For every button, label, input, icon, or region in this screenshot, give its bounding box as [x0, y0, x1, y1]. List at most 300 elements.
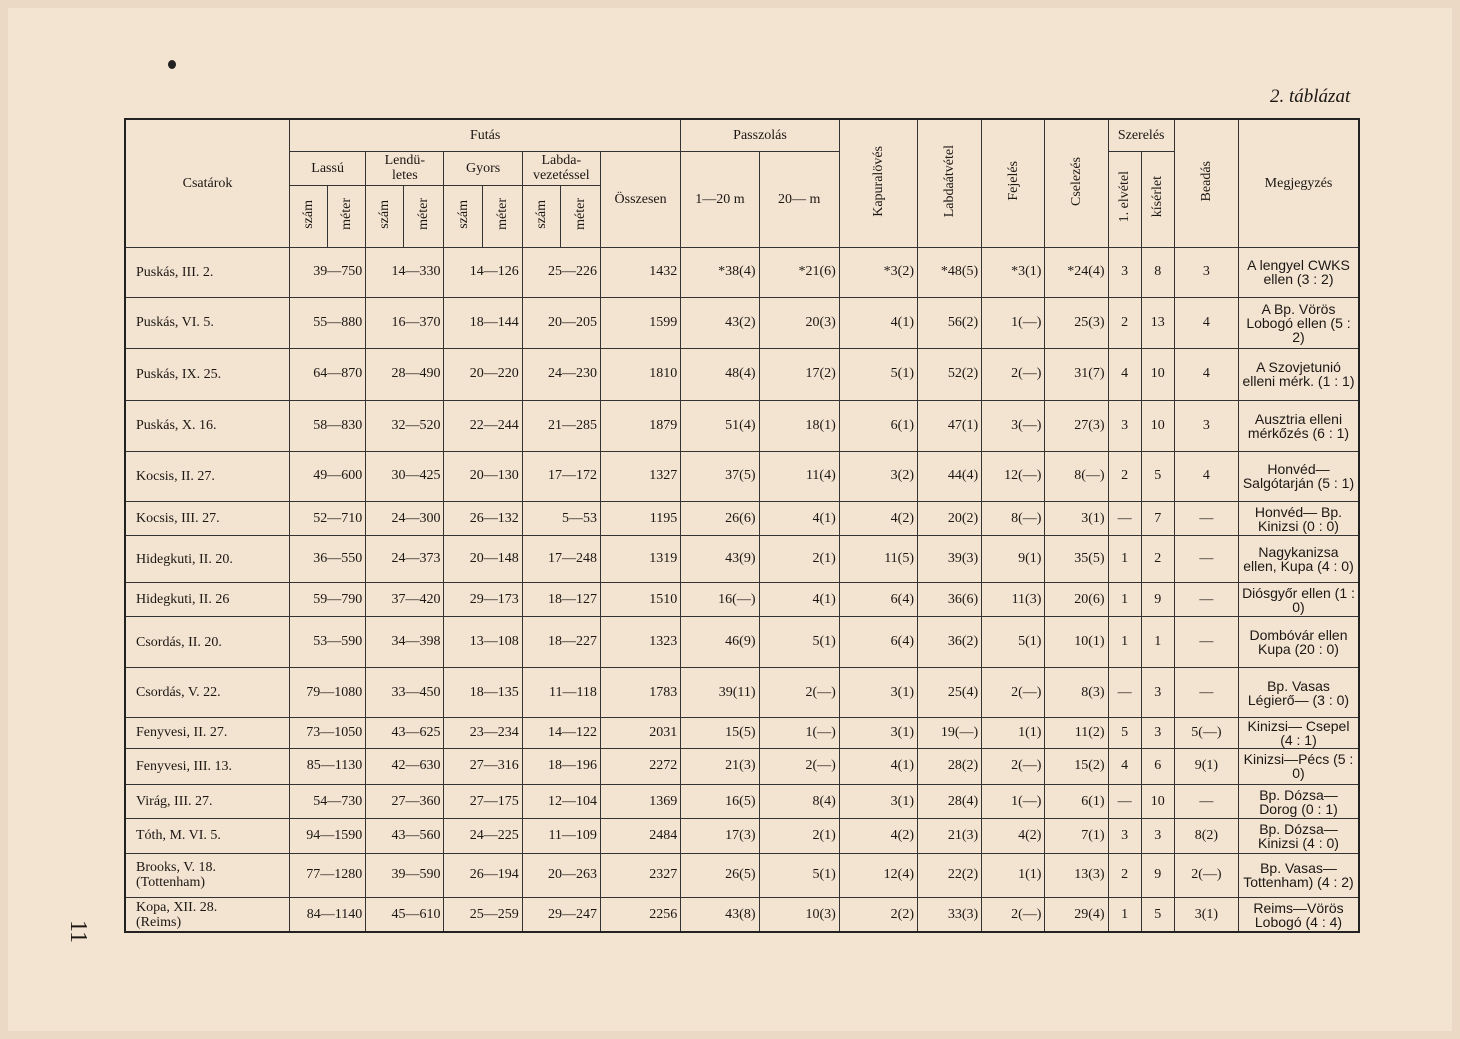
cell-osszesen: 1783 — [600, 667, 680, 718]
cell-labda: 20—205 — [522, 298, 600, 349]
header-meter: méter — [560, 185, 600, 247]
cell-p2: 5(1) — [759, 617, 839, 668]
cell-cselezes: 13(3) — [1045, 853, 1108, 897]
cell-p1: 51(4) — [681, 401, 759, 452]
table-row — [125, 819, 1359, 853]
cell-atvetel: 44(4) — [918, 451, 982, 502]
cell-osszesen: 2484 — [600, 819, 680, 853]
cell-labda: 11—109 — [522, 819, 600, 853]
cell-p2: 11(4) — [759, 451, 839, 502]
cell-p2: 18(1) — [759, 401, 839, 452]
cell-fejeles: 1(—) — [982, 298, 1045, 349]
cell-lassu: 55—880 — [290, 298, 366, 349]
header-szam: szám — [290, 185, 328, 247]
cell-fejeles: 11(3) — [982, 582, 1045, 616]
table-row — [125, 348, 1359, 401]
cell-osszesen: 2256 — [600, 898, 680, 932]
cell-gyors: 22—244 — [444, 401, 522, 452]
cell-note: A lengyel CWKS ellen (3 : 2) — [1238, 247, 1359, 298]
cell-p1: 16(5) — [681, 784, 759, 818]
cell-kiserlet: 3 — [1141, 718, 1174, 748]
cell-labda: 18—127 — [522, 582, 600, 616]
header-labdavezetes: Labda- vezetéssel — [522, 151, 600, 185]
cell-p1: 17(3) — [681, 819, 759, 853]
cell-elvetel: 1 — [1108, 536, 1141, 582]
table-row — [125, 617, 1359, 668]
cell-fejeles: *3(1) — [982, 247, 1045, 298]
cell-beadas: 5(—) — [1174, 718, 1238, 748]
cell-kapura: 3(1) — [839, 718, 917, 748]
cell-kapura: 4(2) — [839, 819, 917, 853]
cell-kiserlet: 3 — [1141, 819, 1174, 853]
cell-kiserlet: 13 — [1141, 298, 1174, 349]
cell-p1: 43(9) — [681, 536, 759, 582]
cell-p1: 43(8) — [681, 898, 759, 932]
cell-name: Fenyvesi, III. 13. — [125, 748, 290, 784]
cell-beadas: — — [1174, 617, 1238, 668]
cell-labda: 17—172 — [522, 451, 600, 502]
cell-note: Bp. Dózsa— Kinizsi (4 : 0) — [1238, 819, 1359, 853]
cell-name: Kocsis, III. 27. — [125, 502, 290, 536]
cell-labda: 18—227 — [522, 617, 600, 668]
cell-p2: 2(1) — [759, 536, 839, 582]
cell-p2: 2(—) — [759, 748, 839, 784]
table-row — [125, 536, 1359, 582]
cell-elvetel: 3 — [1108, 401, 1141, 452]
cell-beadas: — — [1174, 536, 1238, 582]
cell-note: Bp. Dózsa— Dorog (0 : 1) — [1238, 784, 1359, 818]
cell-cselezes: 25(3) — [1045, 298, 1108, 349]
cell-cselezes: 20(6) — [1045, 582, 1108, 616]
cell-elvetel: 5 — [1108, 718, 1141, 748]
cell-atvetel: 52(2) — [918, 348, 982, 401]
cell-fejeles: 9(1) — [982, 536, 1045, 582]
cell-name: Csordás, V. 22. — [125, 667, 290, 718]
cell-kapura: 3(1) — [839, 667, 917, 718]
cell-labda: 25—226 — [522, 247, 600, 298]
cell-note: Bp. Vasas Légierő— (3 : 0) — [1238, 667, 1359, 718]
cell-beadas: 4 — [1174, 348, 1238, 401]
cell-cselezes: 27(3) — [1045, 401, 1108, 452]
cell-fejeles: 5(1) — [982, 617, 1045, 668]
cell-p2: 5(1) — [759, 853, 839, 897]
cell-labda: 18—196 — [522, 748, 600, 784]
cell-lendulete: 37—420 — [366, 582, 444, 616]
table-row — [125, 401, 1359, 452]
cell-atvetel: 33(3) — [918, 898, 982, 932]
cell-atvetel: 36(2) — [918, 617, 982, 668]
cell-lassu: 54—730 — [290, 784, 366, 818]
cell-kapura: 3(1) — [839, 784, 917, 818]
header-meter: méter — [482, 185, 522, 247]
cell-gyors: 26—132 — [444, 502, 522, 536]
header-osszesen: Összesen — [600, 151, 680, 247]
header-lassu: Lassú — [290, 151, 366, 185]
table-row — [125, 451, 1359, 502]
cell-labda: 21—285 — [522, 401, 600, 452]
cell-p2: 10(3) — [759, 898, 839, 932]
table-body — [125, 247, 1359, 932]
cell-elvetel: — — [1108, 502, 1141, 536]
cell-cselezes: 31(7) — [1045, 348, 1108, 401]
cell-gyors: 20—220 — [444, 348, 522, 401]
cell-cselezes: 11(2) — [1045, 718, 1108, 748]
cell-cselezes: 29(4) — [1045, 898, 1108, 932]
header-elvetel: 1. elvétel — [1108, 151, 1141, 247]
cell-p2: 8(4) — [759, 784, 839, 818]
cell-beadas: 3 — [1174, 401, 1238, 452]
cell-cselezes: 8(—) — [1045, 451, 1108, 502]
cell-note: A Bp. Vörös Lobogó ellen (5 : 2) — [1238, 298, 1359, 349]
cell-name: Hidegkuti, II. 20. — [125, 536, 290, 582]
cell-p1: *38(4) — [681, 247, 759, 298]
cell-atvetel: 25(4) — [918, 667, 982, 718]
header-meter: méter — [404, 185, 444, 247]
cell-gyors: 23—234 — [444, 718, 522, 748]
table-row — [125, 247, 1359, 298]
cell-lendulete: 34—398 — [366, 617, 444, 668]
cell-fejeles: 12(—) — [982, 451, 1045, 502]
cell-p2: 2(1) — [759, 819, 839, 853]
cell-name: Virág, III. 27. — [125, 784, 290, 818]
cell-p1: 46(9) — [681, 617, 759, 668]
header-kapuralovs: Kapuralövés — [839, 119, 917, 247]
cell-p1: 43(2) — [681, 298, 759, 349]
header-szam: szám — [444, 185, 482, 247]
cell-p2: 17(2) — [759, 348, 839, 401]
cell-lendulete: 32—520 — [366, 401, 444, 452]
cell-lassu: 53—590 — [290, 617, 366, 668]
header-meter: méter — [328, 185, 366, 247]
cell-kiserlet: 10 — [1141, 401, 1174, 452]
cell-kiserlet: 6 — [1141, 748, 1174, 784]
cell-kiserlet: 10 — [1141, 348, 1174, 401]
cell-labda: 29—247 — [522, 898, 600, 932]
cell-gyors: 29—173 — [444, 582, 522, 616]
cell-gyors: 20—148 — [444, 536, 522, 582]
header-kiserlet: kísérlet — [1141, 151, 1174, 247]
cell-lendulete: 33—450 — [366, 667, 444, 718]
cell-kiserlet: 1 — [1141, 617, 1174, 668]
cell-lassu: 73—1050 — [290, 718, 366, 748]
cell-kapura: 6(4) — [839, 582, 917, 616]
cell-atvetel: 36(6) — [918, 582, 982, 616]
cell-p2: 4(1) — [759, 502, 839, 536]
cell-beadas: 3 — [1174, 247, 1238, 298]
cell-lassu: 85—1130 — [290, 748, 366, 784]
cell-osszesen: 1195 — [600, 502, 680, 536]
cell-lendulete: 39—590 — [366, 853, 444, 897]
cell-beadas: 4 — [1174, 451, 1238, 502]
cell-osszesen: 2031 — [600, 718, 680, 748]
cell-elvetel: 3 — [1108, 247, 1141, 298]
cell-elvetel: 2 — [1108, 853, 1141, 897]
table-row — [125, 784, 1359, 818]
cell-name: Csordás, II. 20. — [125, 617, 290, 668]
cell-osszesen: 2327 — [600, 853, 680, 897]
cell-beadas: — — [1174, 502, 1238, 536]
cell-labda: 11—118 — [522, 667, 600, 718]
cell-kapura: 6(4) — [839, 617, 917, 668]
cell-atvetel: 47(1) — [918, 401, 982, 452]
cell-kiserlet: 9 — [1141, 853, 1174, 897]
cell-gyors: 26—194 — [444, 853, 522, 897]
cell-note: Reims—Vörös Lobogó (4 : 4) — [1238, 898, 1359, 932]
cell-lassu: 64—870 — [290, 348, 366, 401]
cell-labda: 12—104 — [522, 784, 600, 818]
cell-fejeles: 3(—) — [982, 401, 1045, 452]
cell-p1: 15(5) — [681, 718, 759, 748]
cell-lendulete: 24—373 — [366, 536, 444, 582]
cell-lassu: 59—790 — [290, 582, 366, 616]
table-caption: 2. táblázat — [1270, 86, 1351, 107]
cell-kapura: 5(1) — [839, 348, 917, 401]
cell-elvetel: 2 — [1108, 298, 1141, 349]
cell-elvetel: 2 — [1108, 451, 1141, 502]
ink-spot — [168, 60, 176, 69]
cell-gyors: 24—225 — [444, 819, 522, 853]
cell-osszesen: 1327 — [600, 451, 680, 502]
cell-elvetel: 4 — [1108, 348, 1141, 401]
cell-note: Nagykanizsa ellen, Kupa (4 : 0) — [1238, 536, 1359, 582]
cell-gyors: 20—130 — [444, 451, 522, 502]
header-passzolas: Passzolás — [681, 119, 840, 151]
cell-elvetel: — — [1108, 784, 1141, 818]
cell-fejeles: 2(—) — [982, 667, 1045, 718]
cell-osszesen: 1432 — [600, 247, 680, 298]
cell-note: Diósgyőr ellen (1 : 0) — [1238, 582, 1359, 616]
cell-fejeles: 1(—) — [982, 784, 1045, 818]
cell-kapura: 12(4) — [839, 853, 917, 897]
header-szam: szám — [366, 185, 404, 247]
cell-note: Dombóvár ellen Kupa (20 : 0) — [1238, 617, 1359, 668]
cell-lendulete: 30—425 — [366, 451, 444, 502]
cell-p1: 16(—) — [681, 582, 759, 616]
cell-p1: 48(4) — [681, 348, 759, 401]
cell-kapura: 3(2) — [839, 451, 917, 502]
cell-kapura: 6(1) — [839, 401, 917, 452]
cell-labda: 17—248 — [522, 536, 600, 582]
table-row — [125, 898, 1359, 932]
cell-note: Honvéd— Salgótarján (5 : 1) — [1238, 451, 1359, 502]
cell-gyors: 14—126 — [444, 247, 522, 298]
cell-osszesen: 1599 — [600, 298, 680, 349]
cell-atvetel: 19(—) — [918, 718, 982, 748]
cell-fejeles: 1(1) — [982, 718, 1045, 748]
cell-name: Kopa, XII. 28. (Reims) — [125, 898, 290, 932]
cell-beadas: 8(2) — [1174, 819, 1238, 853]
cell-lendulete: 14—330 — [366, 247, 444, 298]
cell-kiserlet: 7 — [1141, 502, 1174, 536]
cell-fejeles: 8(—) — [982, 502, 1045, 536]
cell-elvetel: 1 — [1108, 898, 1141, 932]
cell-name: Puskás, III. 2. — [125, 247, 290, 298]
cell-name: Brooks, V. 18. (Tottenham) — [125, 853, 290, 897]
table-row — [125, 298, 1359, 349]
cell-name: Kocsis, II. 27. — [125, 451, 290, 502]
header-pass-short: 1—20 m — [681, 151, 759, 247]
cell-elvetel: — — [1108, 667, 1141, 718]
cell-osszesen: 1323 — [600, 617, 680, 668]
cell-lendulete: 43—625 — [366, 718, 444, 748]
cell-elvetel: 3 — [1108, 819, 1141, 853]
cell-kiserlet: 8 — [1141, 247, 1174, 298]
cell-labda: 14—122 — [522, 718, 600, 748]
cell-note: Kinizsi— Csepel (4 : 1) — [1238, 718, 1359, 748]
cell-atvetel: 39(3) — [918, 536, 982, 582]
header-players: Csatárok — [125, 119, 290, 247]
cell-p1: 39(11) — [681, 667, 759, 718]
cell-osszesen: 1319 — [600, 536, 680, 582]
cell-atvetel: 28(4) — [918, 784, 982, 818]
cell-lendulete: 27—360 — [366, 784, 444, 818]
table-row — [125, 853, 1359, 897]
header-labdaatvetel: Labdaátvétel — [918, 119, 982, 247]
header-cselezes: Cselezés — [1045, 119, 1108, 247]
cell-lassu: 77—1280 — [290, 853, 366, 897]
cell-kiserlet: 10 — [1141, 784, 1174, 818]
cell-osszesen: 1369 — [600, 784, 680, 818]
cell-atvetel: 28(2) — [918, 748, 982, 784]
cell-beadas: — — [1174, 667, 1238, 718]
cell-kapura: 4(1) — [839, 298, 917, 349]
cell-fejeles: 4(2) — [982, 819, 1045, 853]
cell-cselezes: 35(5) — [1045, 536, 1108, 582]
cell-labda: 24—230 — [522, 348, 600, 401]
cell-osszesen: 1510 — [600, 582, 680, 616]
header-szereles: Szerelés — [1108, 119, 1174, 151]
cell-lendulete: 16—370 — [366, 298, 444, 349]
cell-name: Fenyvesi, II. 27. — [125, 718, 290, 748]
cell-beadas: — — [1174, 582, 1238, 616]
cell-fejeles: 2(—) — [982, 348, 1045, 401]
cell-cselezes: 6(1) — [1045, 784, 1108, 818]
cell-kapura: *3(2) — [839, 247, 917, 298]
cell-beadas: 2(—) — [1174, 853, 1238, 897]
cell-p1: 26(5) — [681, 853, 759, 897]
cell-p1: 37(5) — [681, 451, 759, 502]
cell-kiserlet: 3 — [1141, 667, 1174, 718]
cell-kapura: 11(5) — [839, 536, 917, 582]
cell-lendulete: 43—560 — [366, 819, 444, 853]
cell-osszesen: 2272 — [600, 748, 680, 784]
cell-atvetel: 56(2) — [918, 298, 982, 349]
cell-kapura: 4(1) — [839, 748, 917, 784]
cell-gyors: 25—259 — [444, 898, 522, 932]
page-number: 11 — [65, 919, 92, 944]
cell-atvetel: 22(2) — [918, 853, 982, 897]
cell-name: Puskás, VI. 5. — [125, 298, 290, 349]
cell-p2: 20(3) — [759, 298, 839, 349]
cell-lassu: 84—1140 — [290, 898, 366, 932]
cell-fejeles: 2(—) — [982, 898, 1045, 932]
cell-beadas: 9(1) — [1174, 748, 1238, 784]
cell-lendulete: 42—630 — [366, 748, 444, 784]
table-row — [125, 748, 1359, 784]
cell-atvetel: 21(3) — [918, 819, 982, 853]
cell-labda: 5—53 — [522, 502, 600, 536]
cell-name: Puskás, IX. 25. — [125, 348, 290, 401]
cell-lendulete: 45—610 — [366, 898, 444, 932]
cell-cselezes: *24(4) — [1045, 247, 1108, 298]
cell-kiserlet: 5 — [1141, 898, 1174, 932]
cell-beadas: 3(1) — [1174, 898, 1238, 932]
cell-gyors: 13—108 — [444, 617, 522, 668]
data-table — [124, 118, 1360, 933]
cell-osszesen: 1879 — [600, 401, 680, 452]
header-szam: szám — [522, 185, 560, 247]
cell-note: Ausztria elleni mérkőzés (6 : 1) — [1238, 401, 1359, 452]
cell-atvetel: 20(2) — [918, 502, 982, 536]
cell-note: Bp. Vasas— Tottenham) (4 : 2) — [1238, 853, 1359, 897]
table-row — [125, 667, 1359, 718]
header-lendulete: Lendü- letes — [366, 151, 444, 185]
header-futas: Futás — [290, 119, 681, 151]
cell-elvetel: 4 — [1108, 748, 1141, 784]
cell-lassu: 39—750 — [290, 247, 366, 298]
cell-elvetel: 1 — [1108, 617, 1141, 668]
table-row — [125, 502, 1359, 536]
cell-p2: 2(—) — [759, 667, 839, 718]
cell-beadas: 4 — [1174, 298, 1238, 349]
table-row — [125, 718, 1359, 748]
cell-p2: 4(1) — [759, 582, 839, 616]
cell-fejeles: 2(—) — [982, 748, 1045, 784]
cell-gyors: 27—175 — [444, 784, 522, 818]
cell-beadas: — — [1174, 784, 1238, 818]
cell-cselezes: 3(1) — [1045, 502, 1108, 536]
cell-lendulete: 28—490 — [366, 348, 444, 401]
cell-name: Hidegkuti, II. 26 — [125, 582, 290, 616]
cell-osszesen: 1810 — [600, 348, 680, 401]
cell-lendulete: 24—300 — [366, 502, 444, 536]
cell-fejeles: 1(1) — [982, 853, 1045, 897]
cell-p1: 26(6) — [681, 502, 759, 536]
cell-lassu: 58—830 — [290, 401, 366, 452]
header-megjegyzes: Megjegyzés — [1238, 119, 1359, 247]
header-beadas: Beadás — [1174, 119, 1238, 247]
cell-gyors: 18—144 — [444, 298, 522, 349]
cell-note: Kinizsi—Pécs (5 : 0) — [1238, 748, 1359, 784]
table-row — [125, 582, 1359, 616]
cell-lassu: 79—1080 — [290, 667, 366, 718]
cell-kiserlet: 5 — [1141, 451, 1174, 502]
cell-cselezes: 8(3) — [1045, 667, 1108, 718]
cell-p2: 1(—) — [759, 718, 839, 748]
header-pass-long: 20— m — [759, 151, 839, 247]
cell-lassu: 52—710 — [290, 502, 366, 536]
cell-p2: *21(6) — [759, 247, 839, 298]
cell-lassu: 49—600 — [290, 451, 366, 502]
cell-atvetel: *48(5) — [918, 247, 982, 298]
cell-note: Honvéd— Bp. Kinizsi (0 : 0) — [1238, 502, 1359, 536]
header-gyors: Gyors — [444, 151, 522, 185]
cell-cselezes: 7(1) — [1045, 819, 1108, 853]
cell-lassu: 94—1590 — [290, 819, 366, 853]
cell-kapura: 4(2) — [839, 502, 917, 536]
cell-note: A Szovjetunió elleni mérk. (1 : 1) — [1238, 348, 1359, 401]
cell-p1: 21(3) — [681, 748, 759, 784]
cell-cselezes: 10(1) — [1045, 617, 1108, 668]
cell-kiserlet: 2 — [1141, 536, 1174, 582]
cell-cselezes: 15(2) — [1045, 748, 1108, 784]
cell-name: Puskás, X. 16. — [125, 401, 290, 452]
cell-lassu: 36—550 — [290, 536, 366, 582]
cell-elvetel: 1 — [1108, 582, 1141, 616]
cell-gyors: 27—316 — [444, 748, 522, 784]
cell-gyors: 18—135 — [444, 667, 522, 718]
cell-kiserlet: 9 — [1141, 582, 1174, 616]
